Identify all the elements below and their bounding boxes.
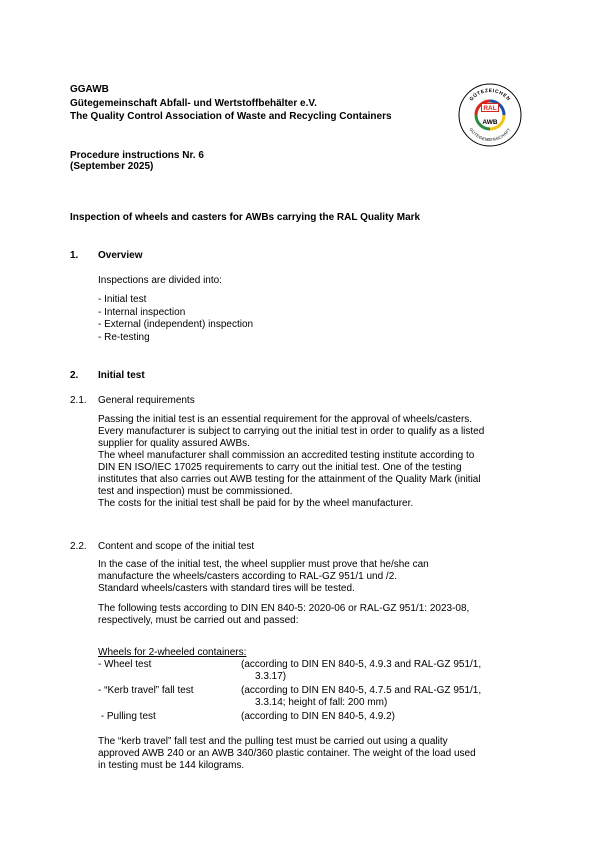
paragraph-line: approved AWB 240 or an AWB 340/360 plastic container. The weight of the load used	[98, 748, 476, 759]
test-reference: (according to DIN EN 840-5, 4.9.2)	[241, 711, 395, 722]
paragraph-line: Every manufacturer is subject to carrying out the initial test in order to qualify as a listed	[98, 426, 485, 437]
test-name-pulling: - Pulling test	[98, 711, 156, 722]
tests-intro-paragraph	[98, 603, 469, 627]
test-conditions-paragraph	[98, 736, 476, 772]
logo-top-text: GÜTEZEICHEN	[468, 87, 512, 103]
test-reference: (according to DIN EN 840-5, 4.9.3 and RAL-GZ 951/1,	[241, 659, 482, 670]
logo-ral-text: RAL	[483, 105, 497, 112]
test-name-wheel: - Wheel test	[98, 659, 152, 670]
org-short-name: GGAWB	[70, 84, 109, 95]
paragraph-line: The following tests according to DIN EN 840-5: 2020-06 or RAL-GZ 951/1: 2023-08,	[98, 603, 470, 614]
inspection-type-item: - External (independent) inspection	[98, 319, 254, 330]
section-1-intro: Inspections are divided into:	[98, 275, 222, 286]
paragraph-line: Passing the initial test is an essential requirement for the approval of wheels/casters.	[98, 414, 473, 425]
paragraph-line: The wheel manufacturer shall commission an accredited testing institute according to	[98, 450, 475, 461]
paragraph-line: The costs for the initial test shall be paid for by the wheel manufacturer.	[98, 498, 414, 509]
section-2-1-number: 2.1.	[70, 395, 87, 406]
section-2-number: 2.	[70, 370, 79, 381]
paragraph-line: DIN EN ISO/IEC 17025 requirements to carry out the initial test. One of the testing	[98, 462, 462, 473]
inspection-type-item: - Initial test	[98, 294, 147, 305]
section-2-2-number: 2.2.	[70, 541, 87, 552]
inspection-type-item: - Re-testing	[98, 332, 150, 343]
procedure-date: (September 2025)	[70, 161, 154, 172]
paragraph-line: in testing must be 144 kilograms.	[98, 760, 245, 771]
general-requirements-paragraph	[98, 414, 525, 510]
section-2-1-title: General requirements	[98, 395, 195, 406]
paragraph-line: Standard wheels/casters with standard tires will be tested.	[98, 583, 355, 594]
wheels-2-wheeled-heading: Wheels for 2-wheeled containers:	[98, 647, 247, 658]
paragraph-line: respectively, must be carried out and passed:	[98, 615, 299, 626]
paragraph-line: manufacture the wheels/casters according to RAL-GZ 951/1 und /2.	[98, 571, 398, 582]
test-reference-continued: 3.3.14; height of fall: 200 mm)	[255, 697, 388, 708]
section-1-number: 1.	[70, 250, 79, 261]
paragraph-line: In the case of the initial test, the wheel supplier must prove that he/she can	[98, 559, 429, 570]
procedure-title: Procedure instructions Nr. 6	[70, 150, 204, 161]
logo-awb-text: AWB	[482, 119, 498, 126]
test-name-kerb-travel: - “Kerb travel” fall test	[98, 685, 194, 696]
org-english-name: The Quality Control Association of Waste and Recycling Containers	[70, 111, 392, 122]
logo-bottom-text: GÜTEGEMEINSCHAFT	[468, 126, 512, 143]
section-2-2-title: Content and scope of the initial test	[98, 541, 255, 552]
document-title: Inspection of wheels and casters for AWBs carrying the RAL Quality Mark	[70, 212, 421, 223]
paragraph-line: institutes that also carries out AWB testing for the attainment of the Quality Mark (initial	[98, 474, 481, 485]
ral-quality-mark-logo	[458, 83, 522, 147]
paragraph-line: supplier for quality assured AWBs.	[98, 438, 250, 449]
org-german-name: Gütegemeinschaft Abfall- und Wertstoffbehälter e.V.	[70, 98, 317, 109]
test-reference: (according to DIN EN 840-5, 4.7.5 and RAL-GZ 951/1,	[241, 685, 482, 696]
inspection-type-item: - Internal inspection	[98, 307, 186, 318]
section-2-title: Initial test	[98, 370, 145, 381]
test-reference-continued: 3.3.17)	[255, 671, 287, 682]
paragraph-line: The “kerb travel” fall test and the pulling test must be carried out using a quality	[98, 736, 448, 747]
paragraph-line: test and inspection) must be commissioned.	[98, 486, 293, 497]
section-1-title: Overview	[98, 250, 143, 261]
scope-paragraph	[98, 559, 429, 595]
